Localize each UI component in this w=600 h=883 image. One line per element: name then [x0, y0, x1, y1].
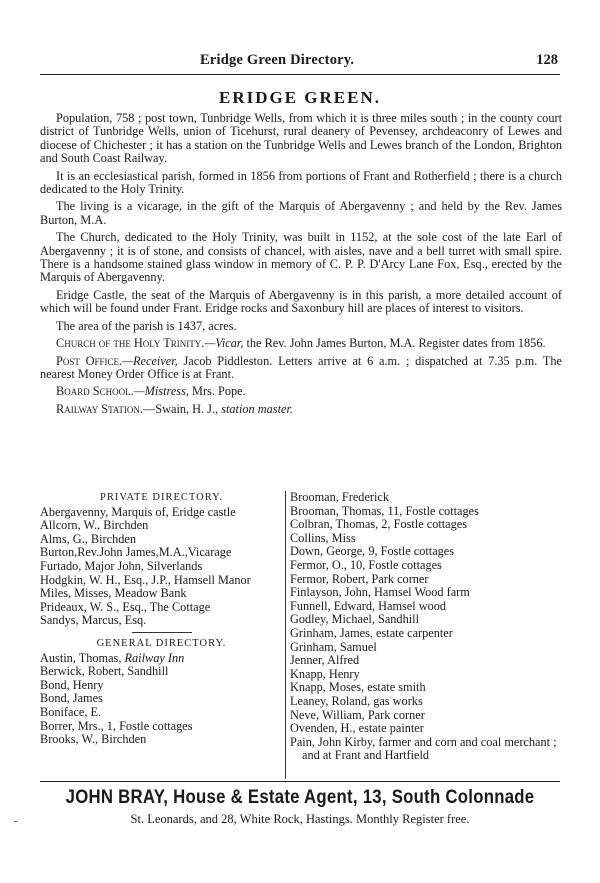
board-school-text: Mrs. Pope.: [188, 384, 246, 399]
paragraph-church: The Church, dedicated to the Holy Trinity, was built in 1152, at the sole cost of the late Earl of Abergavenny ; it is of stone, and consists of chancel, with aisles, nave and a bell turret with small spire. There is a handsome stained glass window in memory of C. P. P. D'Arcy Lane Fox, Esq., erected by the Marquis of Abergavenny.: [40, 230, 562, 285]
advert-rule: [40, 781, 560, 782]
post-office-role: —Receiver,: [122, 353, 178, 368]
list-item: Brooman, Frederick: [290, 490, 390, 504]
list-item: Sandys, Marcus, Esq.: [40, 613, 147, 628]
list-item: Berwick, Robert, Sandhill: [40, 664, 169, 679]
paragraph-parish: It is an ecclesiastical parish, formed in 1856 from portions of Frant and Rotherfield ; there is a church dedicated to the Holy Trinity.: [40, 168, 562, 197]
private-directory-heading: PRIVATE DIRECTORY.: [99, 492, 224, 503]
general-directory-heading: GENERAL DIRECTORY.: [96, 637, 227, 649]
list-item: Funnell, Edward, Hamsel wood: [290, 598, 447, 613]
paragraph-population: Population, 758 ; post town, Tunbridge Wells, from which it is three miles south ; in the county court district of Tunbridge Wells, union of Ticehurst, rural deanery of Pevensey, archdeaconry of Lewes and diocese of Chichester ; it has a station on the Tunbridge Wells and Lewes branch of the London, Brighton and South Coast Railway.: [40, 111, 562, 166]
list-item: Godley, Michael, Sandhill: [290, 612, 419, 627]
post-office-label: Post Office.: [56, 353, 123, 368]
church-text: the Rev. John James Burton, M.A. Register dates from 1856.: [243, 336, 546, 351]
board-school-entry: [40, 385, 562, 398]
railway-label: Railway Station.: [56, 401, 143, 416]
list-item: Borrer, Mrs., 1, Fostle cottages: [40, 718, 193, 733]
running-title: Eridge Green Directory.: [200, 52, 355, 68]
list-item: Allcorn, W., Birchden: [40, 518, 149, 533]
general-directory-list: [40, 652, 283, 747]
austin-place: Railway Inn: [124, 650, 185, 665]
section-divider: [132, 632, 192, 633]
list-item: Brooman, Thomas, 11, Fostle cottages: [290, 503, 479, 518]
church-role: —Vicar,: [204, 336, 244, 351]
paragraph-area: The area of the parish is 1437, acres.: [56, 318, 237, 333]
post-office-entry: [40, 355, 562, 382]
railway-entry: [40, 403, 562, 416]
list-item: Fermor, O., 10, Fostle cottages: [290, 557, 442, 572]
list-item: Hodgkin, W. H., Esq., J.P., Hamsell Manor: [40, 572, 251, 587]
list-item: Knapp, Moses, estate smith: [290, 680, 426, 695]
paragraph-castle: Eridge Castle, the seat of the Marquis of Abergavenny is in this parish, a more detailed account of which will be found under Frant. Eridge rocks and Saxonbury hill are places of interest to visitors.: [40, 287, 562, 316]
railway-text: —Swain, H. J.,: [142, 401, 222, 416]
list-item: Jenner, Alfred: [290, 653, 360, 668]
list-item: Bond, Henry: [40, 677, 104, 692]
right-column: [290, 491, 562, 763]
paragraph-living: The living is a vicarage, in the gift of the Marquis of Abergavenny ; and held by the Rev. James Burton, M.A.: [40, 199, 562, 227]
list-item: Collins, Miss: [290, 530, 356, 545]
list-item: Alms, G., Birchden: [40, 531, 136, 546]
list-item: Grinham, Samuel: [290, 639, 377, 654]
description-body: [40, 112, 562, 420]
board-school-label: Board School.: [56, 384, 134, 399]
section-title: ERIDGE GREEN.: [218, 88, 382, 107]
list-item: Finlayson, John, Hamsel Wood farm: [290, 585, 470, 600]
header-rule: [40, 74, 560, 75]
list-item: Ovenden, H., estate painter: [290, 721, 424, 736]
advert-headline: JOHN BRAY, House & Estate Agent, 13, South Colonnade: [65, 786, 535, 808]
list-item: Colbran, Thomas, 2, Fostle cottages: [290, 517, 468, 532]
list-item: Bond, James: [40, 691, 103, 706]
list-item: Boniface, E.: [40, 704, 102, 719]
list-item: Furtado, Major John, Silverlands: [40, 558, 203, 573]
margin-mark: -: [14, 816, 18, 827]
list-item: Abergavenny, Marquis of, Eridge castle: [40, 504, 236, 519]
list-item: Down, George, 9, Fostle cottages: [290, 544, 455, 559]
page-number: 128: [536, 52, 558, 68]
list-item: Miles, Misses, Meadow Bank: [40, 586, 187, 601]
list-item: Knapp, Henry: [290, 666, 360, 681]
list-item: Burton,Rev.John James,M.A.,Vicarage: [40, 545, 232, 560]
left-column: [40, 491, 283, 747]
church-entry: [40, 337, 562, 350]
advert-subline: St. Leonards, and 28, White Rock, Hastings. Monthly Register free.: [130, 812, 470, 826]
private-directory-list: [40, 506, 283, 628]
church-label: Church of the Holy Trinity.: [56, 336, 205, 351]
list-item: Grinham, James, estate carpenter: [290, 625, 453, 640]
list-item: Pain, John Kirby, farmer and corn and coal merchant ; and at Frant and Hartfield: [290, 734, 557, 763]
list-item: Brooks, W., Birchden: [40, 732, 147, 747]
column-divider: [285, 491, 286, 779]
post-office-text: Jacob Piddleston. Letters arrive at 6 a.m. ; dispatched at 7.35 p.m. The nearest Money Order Office is at Frant.: [40, 353, 562, 381]
list-item: Leaney, Roland, gas works: [290, 693, 423, 708]
directory-columns: [40, 491, 562, 779]
board-school-role: —Mistress,: [133, 384, 189, 399]
railway-role: station master.: [221, 401, 293, 416]
list-item: Prideaux, W. S., Esq., The Cottage: [40, 599, 211, 614]
list-item: Neve, William, Park corner: [290, 707, 425, 722]
page-header: [40, 52, 560, 74]
list-item: Fermor, Robert, Park corner: [290, 571, 429, 586]
austin-name: Austin, Thomas,: [40, 650, 125, 665]
list-item: [40, 652, 283, 666]
